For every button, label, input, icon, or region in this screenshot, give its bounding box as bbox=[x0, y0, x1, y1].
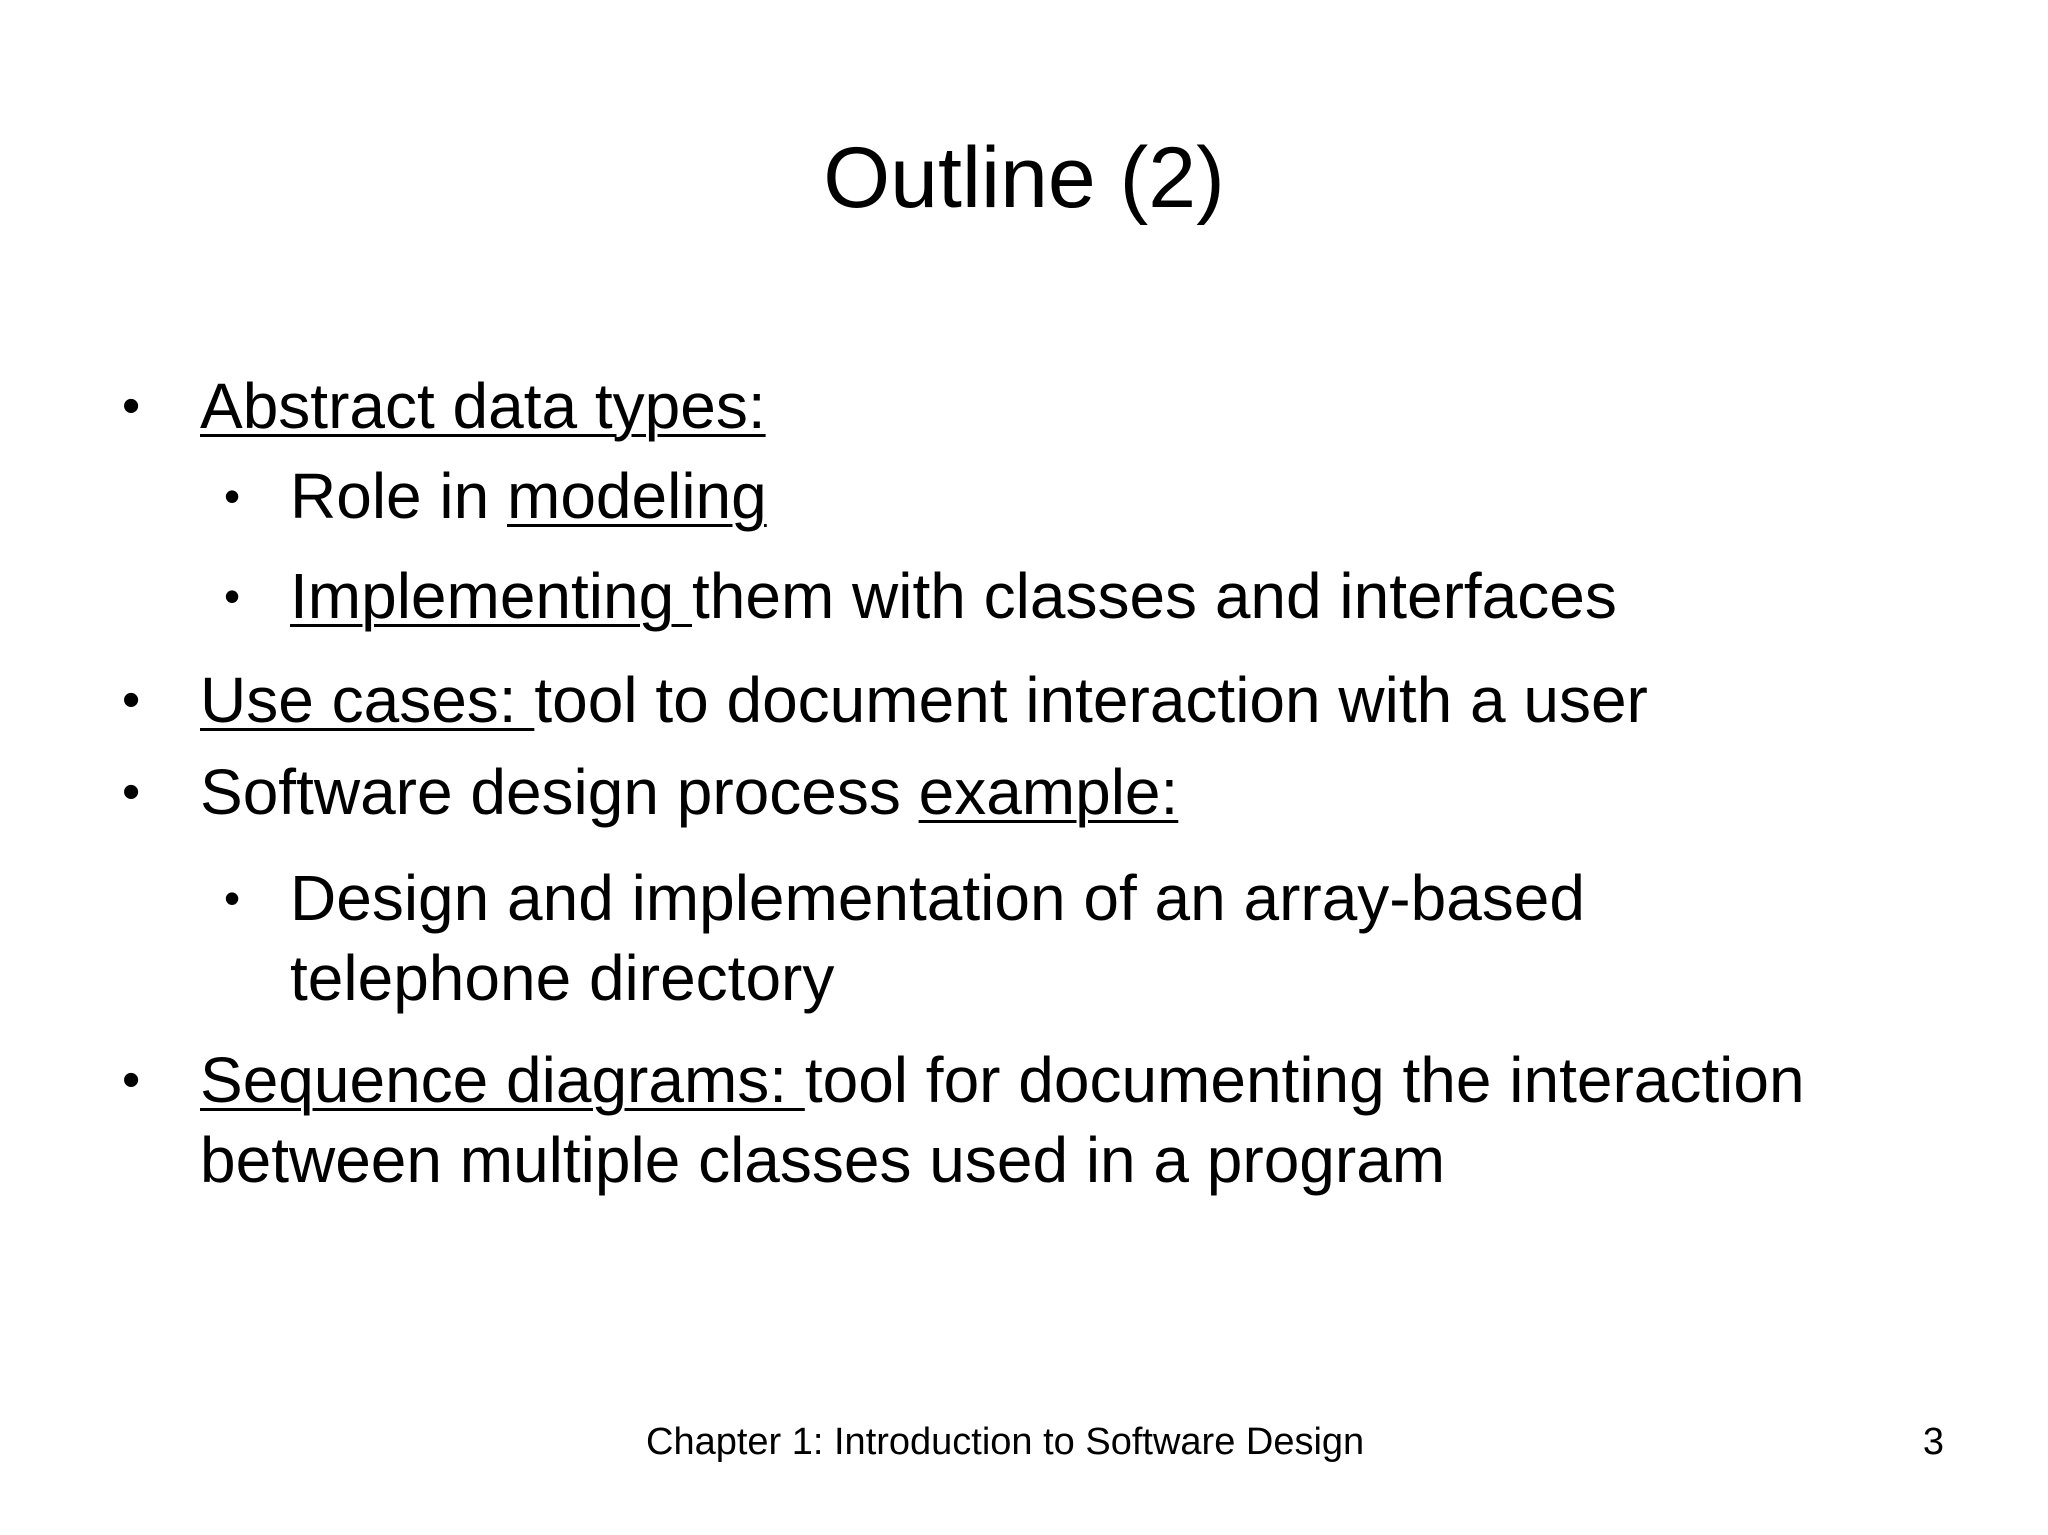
bullet-text: them with classes and interfaces bbox=[691, 560, 1617, 632]
bullet-icon: • bbox=[224, 872, 241, 924]
bullet-text: tool for documenting the interaction bbox=[804, 1044, 1805, 1116]
bullet-software-design-process bbox=[122, 752, 1179, 832]
bullet-text: Role in bbox=[290, 460, 507, 532]
bullet-use-cases bbox=[122, 660, 1648, 740]
bullet-icon: • bbox=[122, 763, 141, 821]
bullet-underlined-term: example: bbox=[918, 756, 1179, 828]
bullet-icon: • bbox=[224, 570, 241, 622]
bullet-underlined-term: Abstract data types: bbox=[200, 370, 766, 442]
bullet-text-line-2: between multiple classes used in a program bbox=[200, 1124, 1446, 1196]
bullet-text-line-1: Design and implementation of an array-based bbox=[290, 862, 1585, 934]
footer-chapter-title: Chapter 1: Introduction to Software Design bbox=[646, 1421, 1365, 1463]
bullet-icon: • bbox=[122, 377, 141, 435]
bullet-abstract-data-types bbox=[122, 366, 766, 446]
bullet-sequence-diagrams bbox=[122, 1040, 1805, 1200]
subbullet-role-in-modeling bbox=[224, 456, 767, 536]
bullet-text: Software design process bbox=[200, 756, 919, 828]
footer-page-number: 3 bbox=[1922, 1421, 1944, 1463]
bullet-icon: • bbox=[224, 470, 241, 522]
bullet-underlined-term: Use cases: bbox=[200, 664, 535, 736]
subbullet-implementing bbox=[224, 556, 1617, 636]
bullet-text: tool to document interaction with a user bbox=[534, 664, 1648, 736]
subbullet-design-and-implementation bbox=[224, 858, 1585, 1018]
slide-title: Outline (2) bbox=[823, 130, 1225, 226]
bullet-icon: • bbox=[122, 1051, 141, 1109]
bullet-text-line-2: telephone directory bbox=[290, 942, 835, 1014]
bullet-underlined-term: Sequence diagrams: bbox=[200, 1044, 805, 1116]
bullet-underlined-term: modeling bbox=[507, 460, 767, 532]
bullet-underlined-term: Implementing bbox=[290, 560, 692, 632]
bullet-icon: • bbox=[122, 671, 141, 729]
